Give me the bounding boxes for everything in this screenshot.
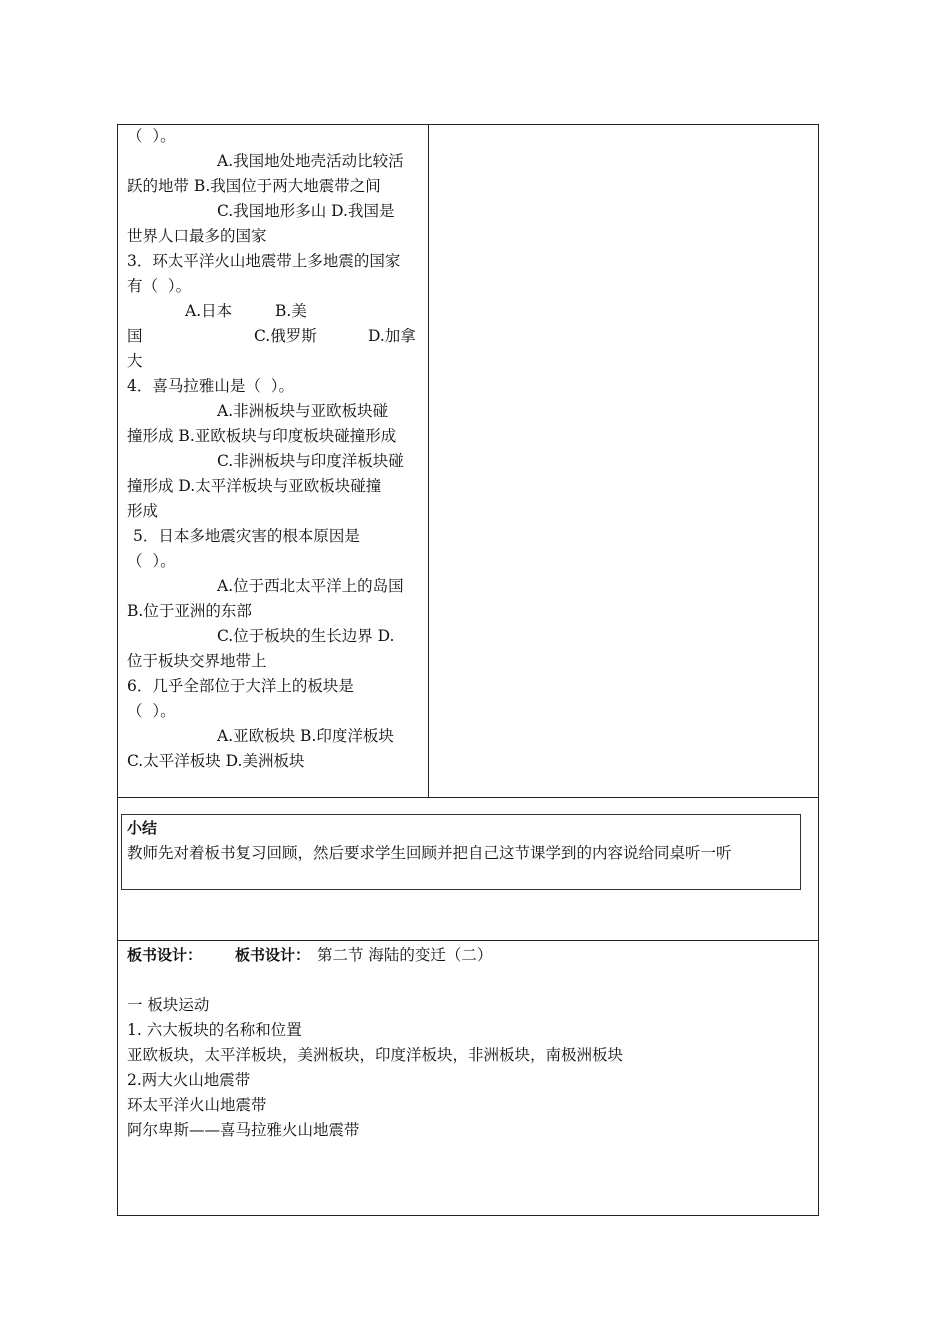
exercise-option: D.加拿 bbox=[368, 327, 416, 345]
board-line: 一 板块运动 bbox=[127, 996, 210, 1014]
table-border-right bbox=[818, 124, 819, 1216]
table-border-top bbox=[117, 124, 819, 125]
exercise-line: C.非洲板块与印度洋板块碰 bbox=[217, 452, 404, 470]
exercise-line: C.位于板块的生长边界 D. bbox=[217, 627, 395, 645]
exercise-line: B.位于亚洲的东部 bbox=[127, 602, 252, 620]
exercise-line: C.太平洋板块 D.美洲板块 bbox=[127, 752, 305, 770]
board-line: 阿尔卑斯——喜马拉雅火山地震带 bbox=[127, 1121, 360, 1139]
board-line: 2.两大火山地震带 bbox=[127, 1071, 251, 1089]
summary-text: 教师先对着板书复习回顾，然后要求学生回顾并把自己这节课学到的内容说给同桌听一听 bbox=[127, 844, 732, 862]
exercise-line: 3．环太平洋火山地震带上多地震的国家 bbox=[127, 252, 401, 270]
exercise-line: （ ）。 bbox=[127, 552, 176, 570]
exercise-line: 形成 bbox=[127, 502, 159, 520]
row-divider-1 bbox=[117, 797, 819, 798]
exercise-line: C.我国地形多山 D.我国是 bbox=[217, 202, 395, 220]
column-divider bbox=[428, 124, 429, 798]
exercise-line: 大 bbox=[127, 352, 143, 370]
board-line: 环太平洋火山地震带 bbox=[127, 1096, 267, 1114]
exercise-line: A.非洲板块与亚欧板块碰 bbox=[217, 402, 389, 420]
exercise-line: A.我国地处地壳活动比较活 bbox=[217, 152, 404, 170]
exercise-line: （ ）。 bbox=[127, 127, 176, 145]
exercise-option: A.日本 bbox=[185, 302, 233, 320]
row-divider-2 bbox=[117, 940, 819, 941]
board-line: 亚欧板块，太平洋板块，美洲板块，印度洋板块，非洲板块，南极洲板块 bbox=[127, 1046, 624, 1064]
exercise-line: 5．日本多地震灾害的根本原因是 bbox=[133, 527, 360, 545]
exercise-line: 6．几乎全部位于大洋上的板块是 bbox=[127, 677, 354, 695]
exercise-option: B.美 bbox=[275, 302, 307, 320]
exercise-line: （ ）。 bbox=[127, 702, 176, 720]
exercise-line: A.亚欧板块 B.印度洋板块 bbox=[217, 727, 394, 745]
exercise-line: 撞形成 B.亚欧板块与印度板块碰撞形成 bbox=[127, 427, 397, 445]
board-heading-label: 板书设计： bbox=[235, 946, 311, 964]
board-line: 1. 六大板块的名称和位置 bbox=[127, 1021, 302, 1039]
exercise-line: 跃的地带 B.我国位于两大地震带之间 bbox=[127, 177, 381, 195]
exercise-line: 国 bbox=[127, 327, 143, 345]
board-heading-text: 第二节 海陆的变迁（二） bbox=[317, 946, 493, 964]
exercise-line: A.位于西北太平洋上的岛国 bbox=[217, 577, 404, 595]
exercise-line: 世界人口最多的国家 bbox=[127, 227, 267, 245]
exercise-option: C.俄罗斯 bbox=[254, 327, 317, 345]
exercise-line: 4．喜马拉雅山是（ ）。 bbox=[127, 377, 294, 395]
exercise-line: 撞形成 D.太平洋板块与亚欧板块碰撞 bbox=[127, 477, 382, 495]
exercise-line: 位于板块交界地带上 bbox=[127, 652, 267, 670]
table-border-bottom bbox=[117, 1215, 819, 1216]
table-border-left bbox=[117, 124, 118, 1216]
summary-title: 小结 bbox=[127, 819, 158, 837]
exercise-line: 有（ ）。 bbox=[127, 277, 192, 295]
board-label: 板书设计： bbox=[127, 946, 203, 964]
